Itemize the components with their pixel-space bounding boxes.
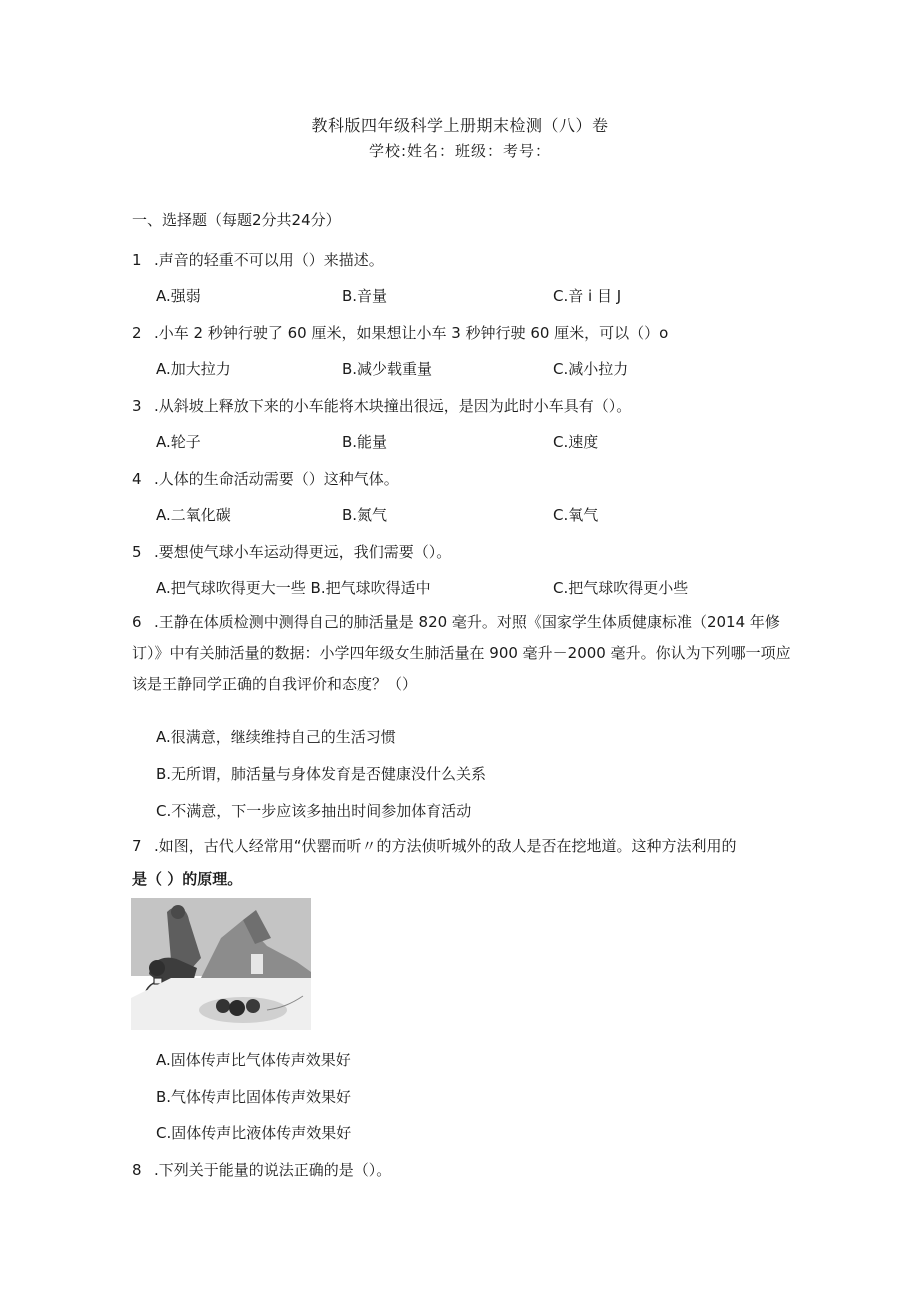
option-c: C.固体传声比液体传声效果好: [156, 1124, 352, 1142]
question-text: .小车 2 秒钟行驶了 60 厘米，如果想让小车 3 秒钟行驶 60 厘米，可以（）o: [154, 324, 669, 342]
question-number: 4: [132, 470, 142, 488]
question-number: 5: [132, 543, 142, 561]
option-a: A.固体传声比气体传声效果好: [156, 1051, 351, 1069]
option-a: A.强弱: [156, 287, 201, 305]
question-6: [132, 607, 792, 700]
page-subtitle: 学校:姓名：班级：考号：: [368, 142, 552, 160]
question-2: [132, 322, 668, 343]
question-number: 7: [132, 837, 142, 855]
option-a: A.很满意，继续维持自己的生活习惯: [156, 728, 396, 746]
question-7-continuation: 是（ ）的原理。: [132, 870, 243, 888]
question-number: 1: [132, 251, 142, 269]
option-b: B.减少载重量: [342, 360, 433, 378]
question-number: 6: [132, 613, 142, 631]
option-c: C.音 i 目 J: [553, 287, 622, 305]
option-b: B.音量: [342, 287, 388, 305]
option-b: B.无所谓，肺活量与身体发育是否健康没什么关系: [156, 765, 487, 783]
question-4: [132, 468, 399, 489]
question-3: [132, 395, 631, 416]
option-c: C.把气球吹得更小些: [553, 579, 689, 597]
question-8: [132, 1159, 391, 1180]
question-7: [132, 835, 737, 856]
question-1: [132, 249, 384, 270]
question-number: 2: [132, 324, 142, 342]
question-text: .声音的轻重不可以用（）来描述。: [154, 251, 384, 269]
option-b: B.气体传声比固体传声效果好: [156, 1088, 352, 1106]
option-c: C.减小拉力: [553, 360, 629, 378]
option-a-b: A.把气球吹得更大一些 B.把气球吹得适中: [156, 579, 431, 597]
question-text: .王静在体质检测中测得自己的肺活量是 820 毫升。对照《国家学生体质健康标准（2014 年修订）》中有关肺活量的数据：小学四年级女生肺活量在 900 毫升－2000 毫升。你认为下列哪一项应该是王静同学正确的自我评价和态度？（）: [132, 613, 791, 693]
option-c: C.速度: [553, 433, 599, 451]
option-a: A.二氧化碳: [156, 506, 231, 524]
page-title: 教科版四年级科学上册期末检测（八）卷: [311, 116, 609, 135]
listening-illustration: [131, 898, 311, 1030]
option-b: B.能量: [342, 433, 388, 451]
question-5: [132, 541, 451, 562]
question-number: 3: [132, 397, 142, 415]
question-text: .要想使气球小车运动得更远，我们需要（）。: [154, 543, 452, 561]
option-a: A.加大拉力: [156, 360, 231, 378]
question-number: 8: [132, 1161, 142, 1179]
question-text: .如图，古代人经常用“伏罂而听〃的方法侦听城外的敌人是否在挖地道。这种方法利用的: [154, 837, 737, 855]
option-c: C.氧气: [553, 506, 599, 524]
option-a: A.轮子: [156, 433, 201, 451]
option-c: C.不满意，下一步应该多抽出时间参加体育活动: [156, 802, 472, 820]
section-heading: 一、选择题（每题2分共24分）: [132, 211, 341, 229]
question-text: .从斜坡上释放下来的小车能将木块撞出很远，是因为此时小车具有（）。: [154, 397, 632, 415]
question-text: .下列关于能量的说法正确的是（）。: [154, 1161, 392, 1179]
option-b: B.氮气: [342, 506, 388, 524]
question-text: .人体的生命活动需要（）这种气体。: [154, 470, 399, 488]
